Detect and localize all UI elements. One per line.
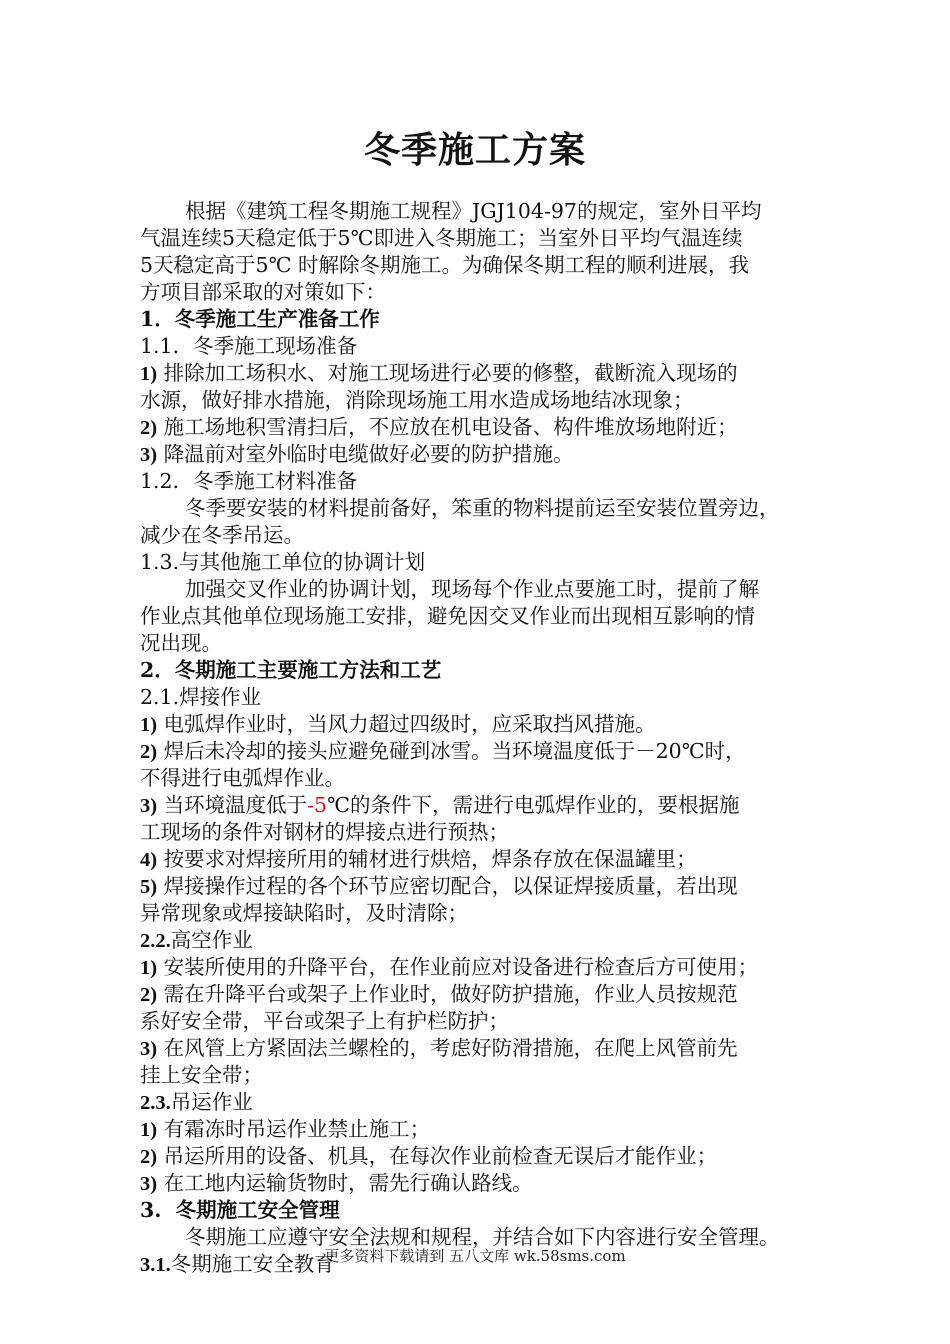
list-item	[140, 360, 820, 387]
item-text: 当环境温度低于	[163, 793, 308, 817]
section-heading: 2．冬期施工主要施工方法和工艺	[140, 658, 442, 682]
item-number: 2)	[140, 417, 158, 439]
intro-line: 方项目部采取的对策如下：	[140, 280, 386, 304]
item-text-continued: 系好安全带，平台或架子上有护栏防护；	[140, 1009, 509, 1033]
highlighted-temperature: -5	[307, 793, 328, 817]
list-item	[140, 738, 820, 765]
section-heading: 1．冬季施工生产准备工作	[140, 307, 380, 331]
item-text: 按要求对焊接所用的辅材进行烘焙，焊条存放在保温罐里；	[163, 847, 697, 871]
subsection-number: 2.3.	[140, 1092, 171, 1114]
list-item	[140, 981, 820, 1008]
paragraph-line: 冬季要安装的材料提前备好，笨重的物料提前运至安装位置旁边，	[185, 496, 780, 520]
item-number: 1)	[140, 957, 158, 979]
page-footer: 更多资料下载请到 五八文库 wk.58sms.com	[324, 1247, 626, 1265]
subsection-number: 3.1.	[140, 1254, 171, 1276]
item-text: 施工场地积雪清扫后，不应放在机电设备、构件堆放场地附近；	[163, 415, 738, 439]
paragraph-line: 减少在冬季吊运。	[140, 523, 304, 547]
subsection-heading: 2.1.焊接作业	[140, 685, 262, 709]
item-number: 3)	[140, 1173, 158, 1195]
item-text-continued: 水源，做好排水措施，消除现场施工用水造成场地结冰现象；	[140, 388, 694, 412]
item-number: 2)	[140, 1146, 158, 1168]
subsection-label: 高空作业	[170, 928, 253, 952]
item-number: 1)	[140, 1119, 158, 1141]
item-number: 5)	[140, 876, 158, 898]
list-item	[140, 711, 820, 738]
paragraph-line: 作业点其他单位现场施工安排，避免因交叉作业而出现相互影响的情	[140, 604, 755, 628]
list-item	[140, 954, 820, 981]
list-item	[140, 1170, 820, 1197]
paragraph-line: 况出现。	[140, 631, 222, 655]
section-heading: 3. 冬期施工安全管理	[140, 1198, 340, 1222]
item-text-continued: 不得进行电弧焊作业。	[140, 766, 345, 790]
item-text-continued: 挂上安全带；	[140, 1063, 263, 1087]
item-number: 3)	[140, 795, 158, 817]
list-item	[140, 846, 820, 873]
item-text: 焊接操作过程的各个环节应密切配合，以保证焊接质量，若出现	[163, 874, 738, 898]
list-item	[140, 873, 820, 900]
item-text-continued: 工现场的条件对钢材的焊接点进行预热；	[140, 820, 509, 844]
item-text: 需在升降平台或架子上作业时，做好防护措施，作业人员按规范	[163, 982, 738, 1006]
subsection-heading: 1.2．冬季施工材料准备	[140, 469, 358, 493]
list-item	[140, 1116, 820, 1143]
paragraph-line: 加强交叉作业的协调计划，现场每个作业点要施工时，提前了解	[185, 577, 759, 601]
item-number: 3)	[140, 1038, 158, 1060]
document-title: 冬季施工方案	[363, 130, 586, 171]
item-text: 焊后未冷却的接头应避免碰到冰雪。当环境温度低于－20℃时，	[163, 739, 746, 763]
list-item	[140, 441, 820, 468]
subsection-heading	[140, 927, 820, 954]
subsection-label: 吊运作业	[170, 1090, 253, 1114]
item-number: 3)	[140, 444, 158, 466]
subsection-label: 冬期施工安全教育	[170, 1252, 335, 1276]
intro-line: 5天稳定高于5℃ 时解除冬期施工。为确保冬期工程的顺利进展，我	[140, 253, 750, 277]
item-number: 2)	[140, 984, 158, 1006]
item-number: 1)	[140, 363, 158, 385]
list-item	[140, 1035, 820, 1062]
list-item	[140, 1143, 820, 1170]
item-text-continued: 异常现象或焊接缺陷时，及时清除；	[140, 901, 468, 925]
subsection-heading: 1.3.与其他施工单位的协调计划	[140, 550, 426, 574]
list-item	[140, 414, 820, 441]
item-text: 排除加工场积水、对施工现场进行必要的修整，截断流入现场的	[163, 361, 738, 385]
subsection-number: 2.2.	[140, 930, 171, 952]
intro-line: 气温连续5天稳定低于5℃即进入冬期施工；当室外日平均气温连续	[140, 226, 743, 250]
item-text: 在风管上方紧固法兰螺栓的，考虑好防滑措施，在爬上风管前先	[163, 1036, 738, 1060]
intro-line: 根据《建筑工程冬期施工规程》JGJ104-97的规定，室外日平均	[185, 199, 762, 223]
item-text: 吊运所用的设备、机具，在每次作业前检查无误后才能作业；	[163, 1144, 718, 1168]
item-text: 安装所使用的升降平台，在作业前应对设备进行检查后方可使用；	[163, 955, 759, 979]
item-number: 4)	[140, 849, 158, 871]
document-body	[140, 198, 820, 1278]
item-number: 2)	[140, 741, 158, 763]
item-number: 1)	[140, 714, 158, 736]
item-text: 有霜冻时吊运作业禁止施工；	[163, 1117, 431, 1141]
paragraph-line: 冬期施工应遵守安全法规和规程，并结合如下内容进行安全管理。	[185, 1225, 780, 1249]
subsection-heading: 1.1．冬季施工现场准备	[140, 334, 358, 358]
list-item	[140, 792, 820, 819]
item-text: 在工地内运输货物时，需先行确认路线。	[163, 1171, 533, 1195]
subsection-heading	[140, 1089, 820, 1116]
item-text: ℃的条件下，需进行电弧焊作业的，要根据施	[327, 793, 740, 817]
item-text: 降温前对室外临时电缆做好必要的防护措施。	[163, 442, 574, 466]
item-text: 电弧焊作业时，当风力超过四级时，应采取挡风措施。	[163, 712, 656, 736]
